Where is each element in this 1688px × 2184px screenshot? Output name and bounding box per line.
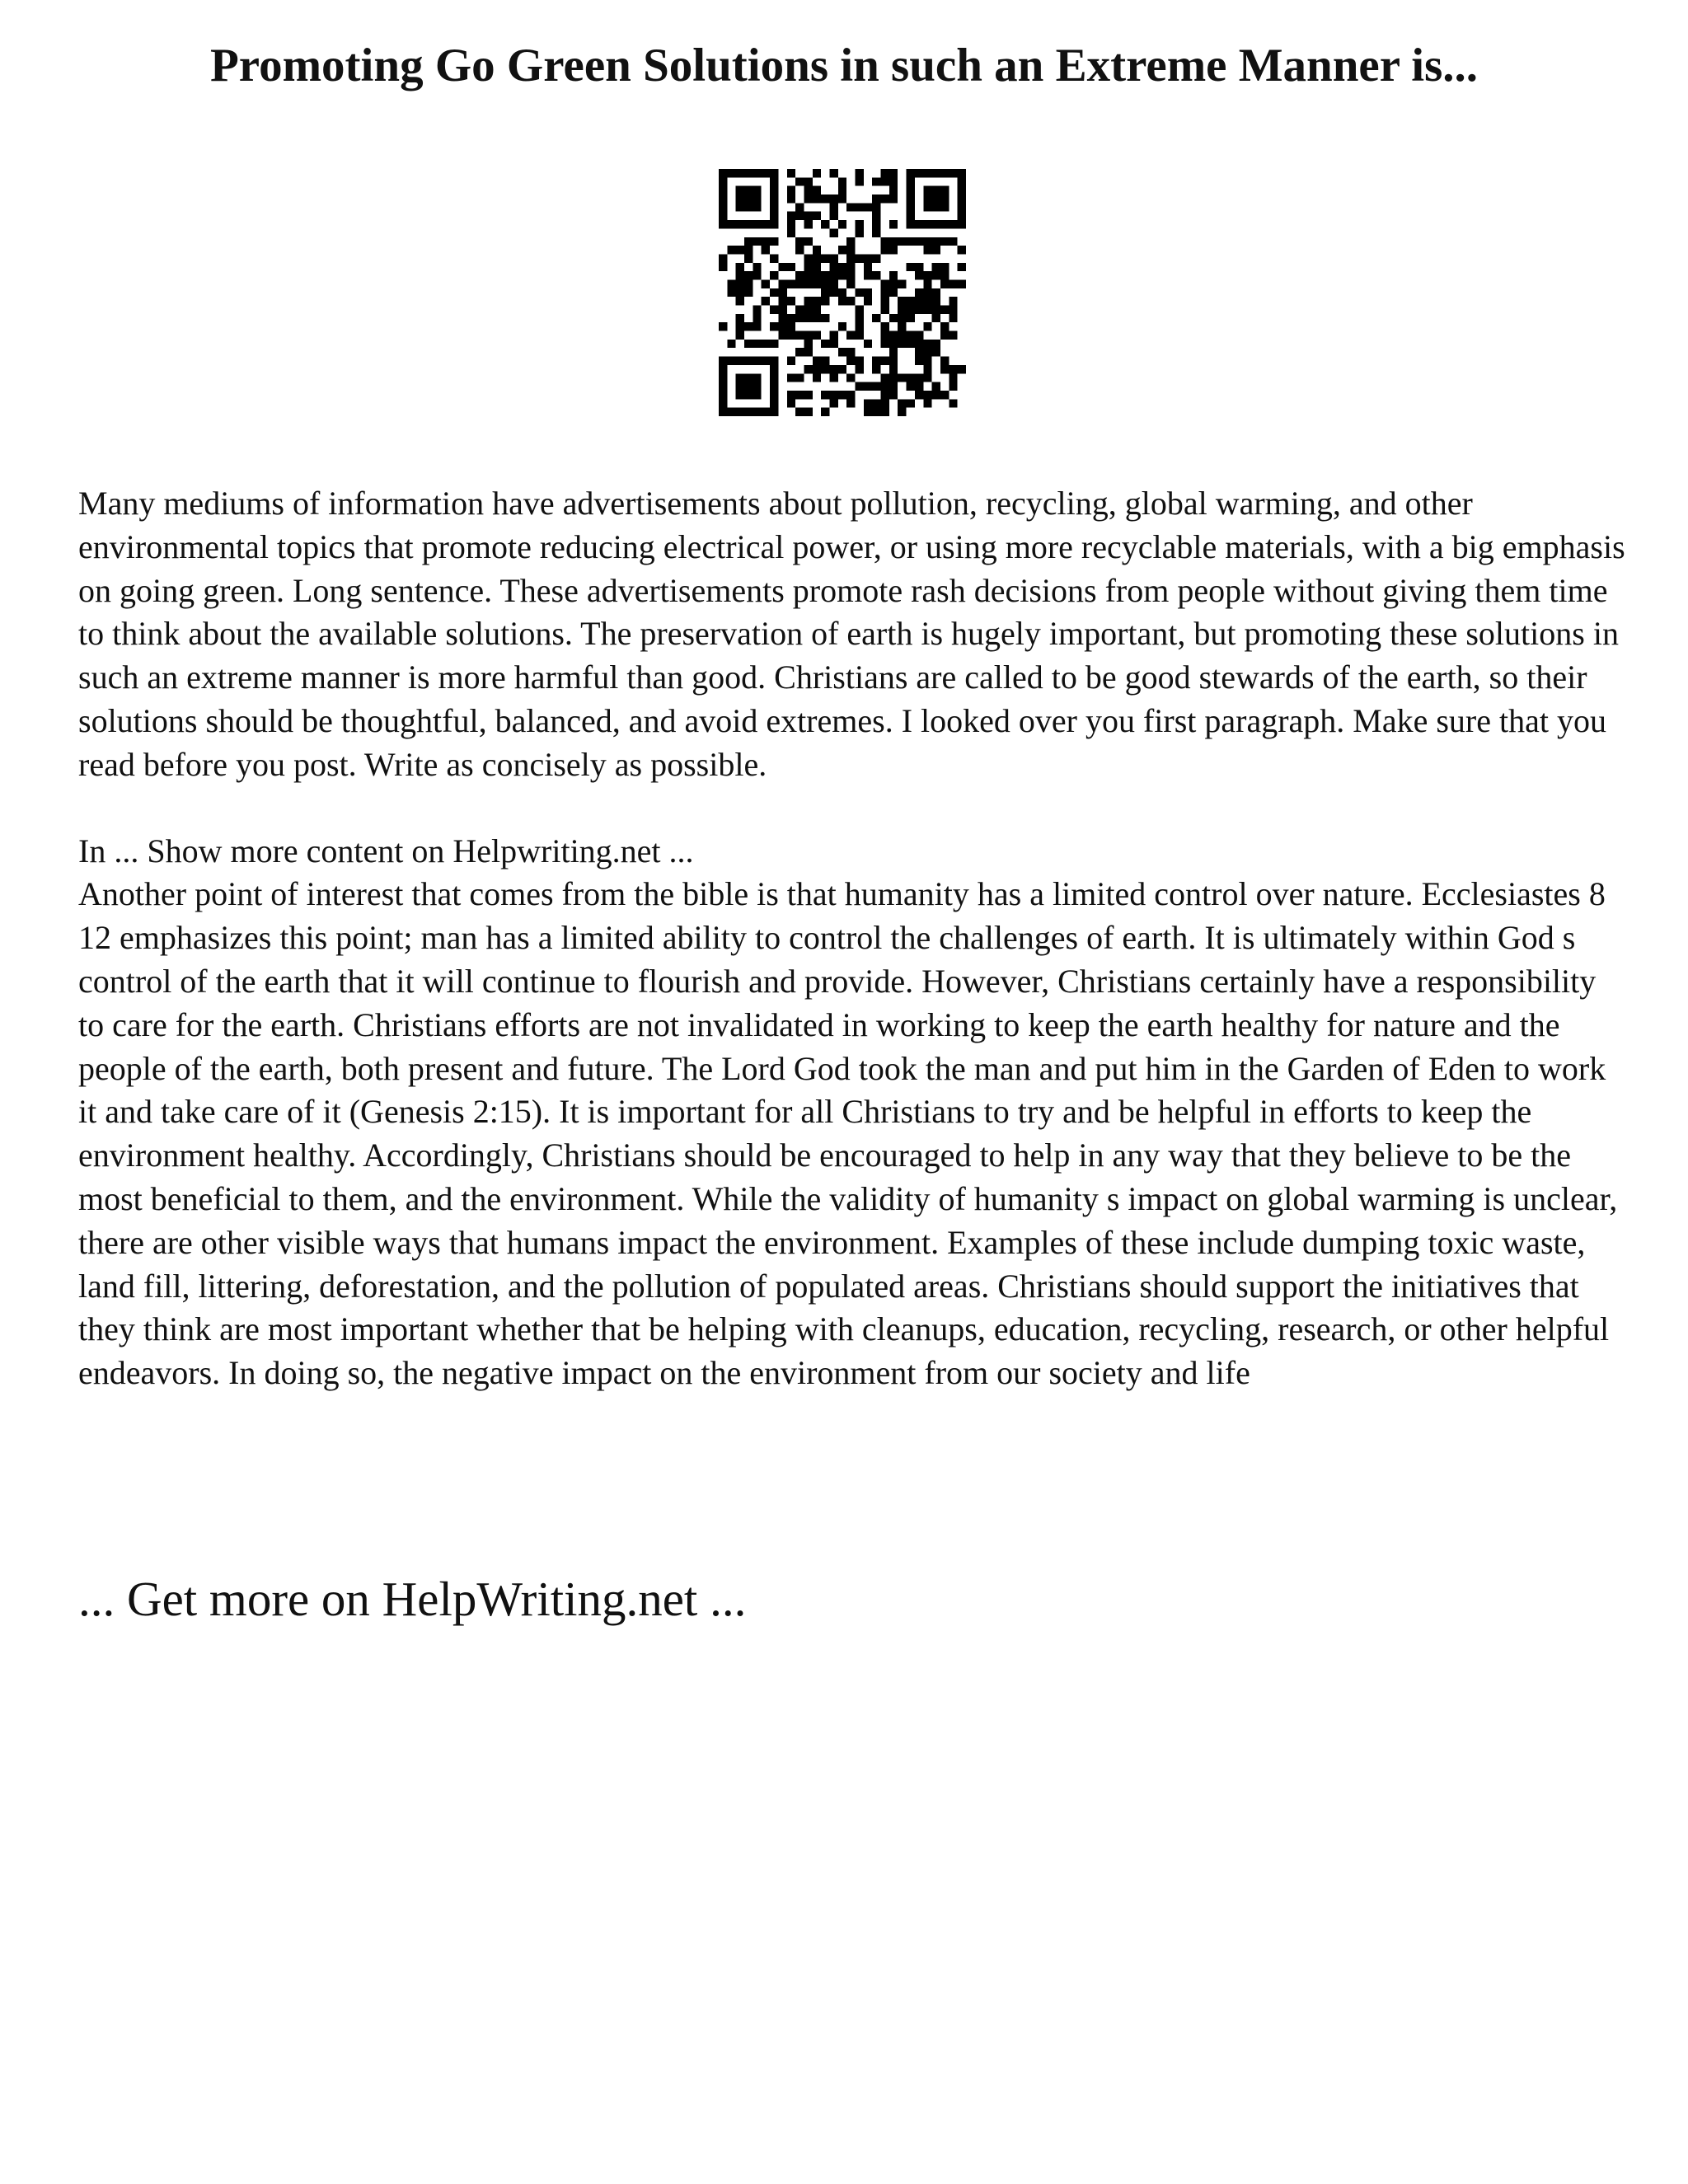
paragraph-intro: Many mediums of information have advertisements about pollution, recycling, global warming, and other environmental topics that promote reducing electrical power, or using more recyclable materials, with a big emphasis on going green. Long sentence. These advertisements promote rash decisions from people without giving them time to think about the available solutions. The preservation of earth is hugely important, but promoting these solutions in such an extreme manner is more harmful than good. Christians are called to be good stewards of the earth, so their solutions should be thoughtful, balanced, and avoid extremes. I looked over you first paragraph. Make sure that you read before you post. Write as concisely as possible. (78, 485, 1625, 783)
qr-code-icon[interactable] (719, 169, 966, 416)
document-body (78, 482, 1628, 1395)
get-more-link[interactable]: ... Get more on HelpWriting.net ... (78, 1572, 747, 1626)
paragraph-spacer (78, 787, 1628, 830)
document-title: Promoting Go Green Solutions in such an Extreme Manner is... (209, 40, 1479, 91)
qr-code-graphic (719, 169, 966, 416)
show-more-line: In ... Show more content on Helpwriting.net ... (78, 832, 694, 869)
paragraph-body: Another point of interest that comes from the bible is that humanity has a limited control over nature. Ecclesiastes 8 12 emphasizes this point; man has a limited ability to control the challenges of earth. It is ultimately within God s control of the earth that it will continue to flourish and provide. However, Christians certainly have a responsibility to care for the earth. Christians efforts are not invalidated in working to keep the earth healthy for nature and the people of the earth, both present and future. The Lord God took the man and put him in the Garden of Eden to work it and take care of it (Genesis 2:15). It is important for all Christians to try and be helpful in efforts to keep the environment healthy. Accordingly, Christians should be encouraged to help in any way that they believe to be the most beneficial to them, and the environment. While the validity of humanity s impact on global warming is unclear, there are other visible ways that humans impact the environment. Examples of these include dumping toxic waste, land fill, littering, deforestation, and the pollution of populated areas. Christians should support the initiatives that they think are most important whether that be helping with cleanups, education, recycling, research, or other helpful endeavors. In doing so, the negative impact on the environment from our society and life (78, 875, 1618, 1392)
